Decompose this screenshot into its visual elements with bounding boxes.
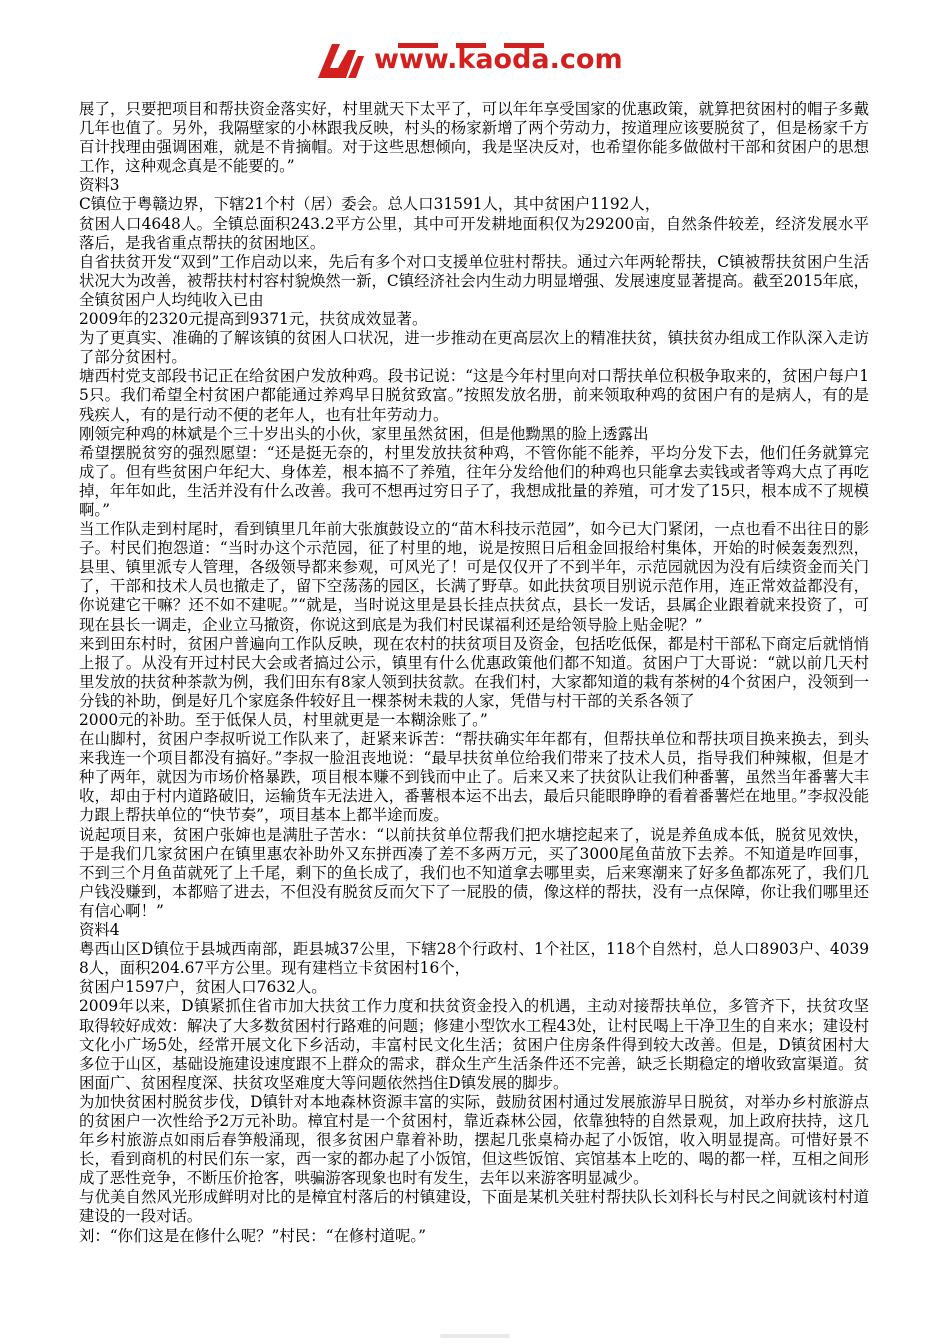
site-header: [318, 38, 648, 84]
paragraph: 说起项目来，贫困户张婶也是满肚子苦水：“以前扶贫单位帮我们把水塘挖起来了，说是养鱼成本低，脱贫见效快，于是我们几家贫困户在镇里惠农补助外又东拼西凑了差不多两万元，买了3000尾鱼苗放下去养。不知道是咋回事，不到三个月鱼苗就死了上千尾，剩下的鱼长成了，我们也不知道拿去哪里卖，后来寒潮来了好多鱼都冻死了，我们几户钱没赚到，本都赔了进去，不但没有脱贫反而欠下了一屁股的债，像这样的帮扶，没有一点保障，你让我们哪里还有信心啊！”: [79, 825, 869, 920]
paragraph: 塘西村党支部段书记正在给贫困户发放种鸡。段书记说：“这是今年村里向对口帮扶单位积极争取来的，贫困户每户15只。我们希望全村贫困户都能通过养鸡早日脱贫致富。”按照发放名册，前来领取种鸡的贫困户有的是病人，有的是残疾人，有的是行动不便的老年人，也有壮年劳动力。: [79, 367, 869, 424]
paragraph: 为加快贫困村脱贫步伐，D镇针对本地森林资源丰富的实际，鼓励贫困村通过发展旅游早日脱贫，对举办乡村旅游点的贫困户一次性给予2万元补助。樟宜村是一个贫困村，靠近森林公园，依靠独特的自然景观，加上政府扶持，这几年乡村旅游点如雨后春笋般涌现，很多贫困户靠着补助，摆起几张桌椅办起了小饭馆，收入明显提高。可惜好景不长，看到商机的村民们东一家，西一家的都办起了小饭馆，但这些饭馆、宾馆基本上吃的、喝的都一样，互相之间形成了恶性竞争，不断压价抢客，哄骗游客现象也时有发生，去年以来游客明显减少。: [79, 1092, 869, 1188]
paragraph: C镇位于粤赣边界，下辖21个村（居）委会。总人口31591人，其中贫困户1192人，: [79, 195, 661, 214]
paragraph: 贫困人口4648人。全镇总面积243.2平方公里，其中可开发耕地面积仅为29200亩，自然条件较差，经济发展水平落后，是我省重点帮扶的贫困地区。: [79, 214, 869, 252]
document-body: [79, 100, 869, 1246]
paragraph: 2009年以来，D镇紧抓住省市加大扶贫工作力度和扶贫资金投入的机遇，主动对接帮扶单位，多管齐下，扶贫攻坚取得较好成效：解决了大多数贫困村行路难的问题；修建小型饮水工程43处，让村民喝上干净卫生的自来水；建设村文化小广场5处，经常开展文化下乡活动，丰富村民文化生活；贫困户住房条件得到较大改善。但是，D镇贫困村大多位于山区，基础设施建设速度跟不上群众的需求，群众生产生活条件还不完善，缺乏长期稳定的增收致富渠道。贫困面广、贫困程度深、扶贫攻坚难度大等问题依然挡住D镇发展的脚步。: [79, 997, 869, 1092]
section-heading: 资料3: [79, 176, 120, 195]
page-footer-mark: [440, 1334, 510, 1338]
kaoda-logo-icon: [318, 44, 364, 78]
paragraph: 与优美自然风光形成鲜明对比的是樟宜村落后的村镇建设，下面是某机关驻村帮扶队长刘科长与村民之间就该村村道建设的一段对话。: [79, 1188, 869, 1226]
site-url[interactable]: www.kaoda.com: [374, 44, 623, 75]
paragraph: 贫困户1597户，贫困人口7632人。: [79, 978, 327, 997]
paragraph: 来到田东村时，贫困户普遍向工作队反映，现在农村的扶贫项目及资金，包括吃低保，都是村干部私下商定后就悄悄上报了。从没有开过村民大会或者搞过公示，镇里有什么优惠政策他们都不知道。贫困户丁大哥说：“就以前几天村里发放的扶贫种茶款为例，我们田东有8家人领到扶贫款。在我们村，大家都知道的栽有茶树的4个贫困户，没领到一分钱的补助，倒是好几个家庭条件较好且一棵茶树未栽的人家，凭借与村干部的关系各领了: [79, 634, 869, 710]
paragraph: 刘：“你们这是在修什么呢？”村民：“在修村道呢。”: [79, 1226, 426, 1245]
paragraph: 当工作队走到村尾时，看到镇里几年前大张旗鼓设立的“苗木科技示范园”，如今已大门紧闭，一点也看不出往日的影子。村民们抱怨道：“当时办这个示范园，征了村里的地，说是按照日后租金回报给村集体，开始的时候轰轰烈烈，县里、镇里派专人管理，各级领导都来参观，可风光了！可是仅仅开了不到半年，示范园就因为没有后续资金而关门了，干部和技术人员也撤走了，留下空荡荡的园区，长满了野草。如此扶贫项目别说示范作用，连正常效益都没有，你说建它干嘛？还不如不建呢。”“就是，当时说这里是县长挂点扶贫点，县长一发话，县属企业跟着就来投资了，可现在县长一调走，企业立马撤资，你说这到底是为我们村民谋福利还是给领导脸上贴金呢？”: [79, 520, 869, 634]
paragraph: 为了更真实、准确的了解该镇的贫困人口状况，进一步推动在更高层次上的精准扶贫，镇扶贫办组成工作队深入走访了部分贫困村。: [79, 329, 869, 367]
paragraph: 希望摆脱贫穷的强烈愿望：“还是挺无奈的，村里发放扶贫种鸡，不管你能不能养，平均分发下去，他们任务就算完成了。但有些贫困户年纪大、身体差，根本搞不了养殖，往年分发给他们的种鸡也只能拿去卖钱或者等鸡大点了再吃掉，年年如此，生活并没有什么改善。我可不想再过穷日子了，我想成批量的养殖，可才发了15只，根本成不了规模啊。”: [79, 443, 869, 519]
section-heading: 资料4: [79, 921, 120, 940]
paragraph: 自省扶贫开发“双到”工作启动以来，先后有多个对口支援单位驻村帮扶。通过六年两轮帮扶，C镇被帮扶贫困户生活状况大为改善，被帮扶村村容村貌焕然一新，C镇经济社会内生动力明显增强、发展速度显著提高。截至2015年底，全镇贫困户人均纯收入已由: [79, 252, 869, 309]
paragraph: 2000元的补助。至于低保人员，村里就更是一本糊涂账了。”: [79, 711, 488, 729]
paragraph: 粤西山区D镇位于县城西南部，距县城37公里，下辖28个行政村、1个社区，118个自然村，总人口8903户、40398人，面积204.67平方公里。现有建档立卡贫困村16个，: [79, 940, 869, 978]
paragraph: 展了，只要把项目和帮扶资金落实好，村里就天下太平了，可以年年享受国家的优惠政策，就算把贫困村的帽子多戴几年也值了。另外，我隔壁家的小林跟我反映，村头的杨家新增了两个劳动力，按道理应该要脱贫了，但是杨家千方百计找理由强调困难，就是不肯摘帽。对于这些思想倾向，我是坚决反对，也希望你能多做做村干部和贫困户的思想工作，这种观念真是不能要的。”: [79, 100, 869, 176]
paragraph: 2009年的2320元提高到9371元，扶贫成效显著。: [79, 310, 428, 329]
paragraph: 刚领完种鸡的林斌是个三十岁出头的小伙，家里虽然贫困，但是他黝黑的脸上透露出: [79, 424, 649, 443]
paragraph: 在山脚村，贫困户李叔听说工作队来了，赶紧来诉苦：“帮扶确实年年都有，但帮扶单位和帮扶项目换来换去，到头来我连一个项目都没有搞好。”李叔一脸沮丧地说：“最早扶贫单位给我们带来了技术人员，指导我们种辣椒，但是才种了两年，就因为市场价格暴跌，项目根本赚不到钱而中止了。后来又来了扶贫队让我们种番薯，虽然当年番薯大丰收，却由于村内道路破旧，运输货车无法进入，番薯根本运不出去，最后只能眼睁睁的看着番薯烂在地里。”李叔没能力跟上帮扶单位的“快节奏”，项目基本上都半途而废。: [79, 730, 869, 825]
